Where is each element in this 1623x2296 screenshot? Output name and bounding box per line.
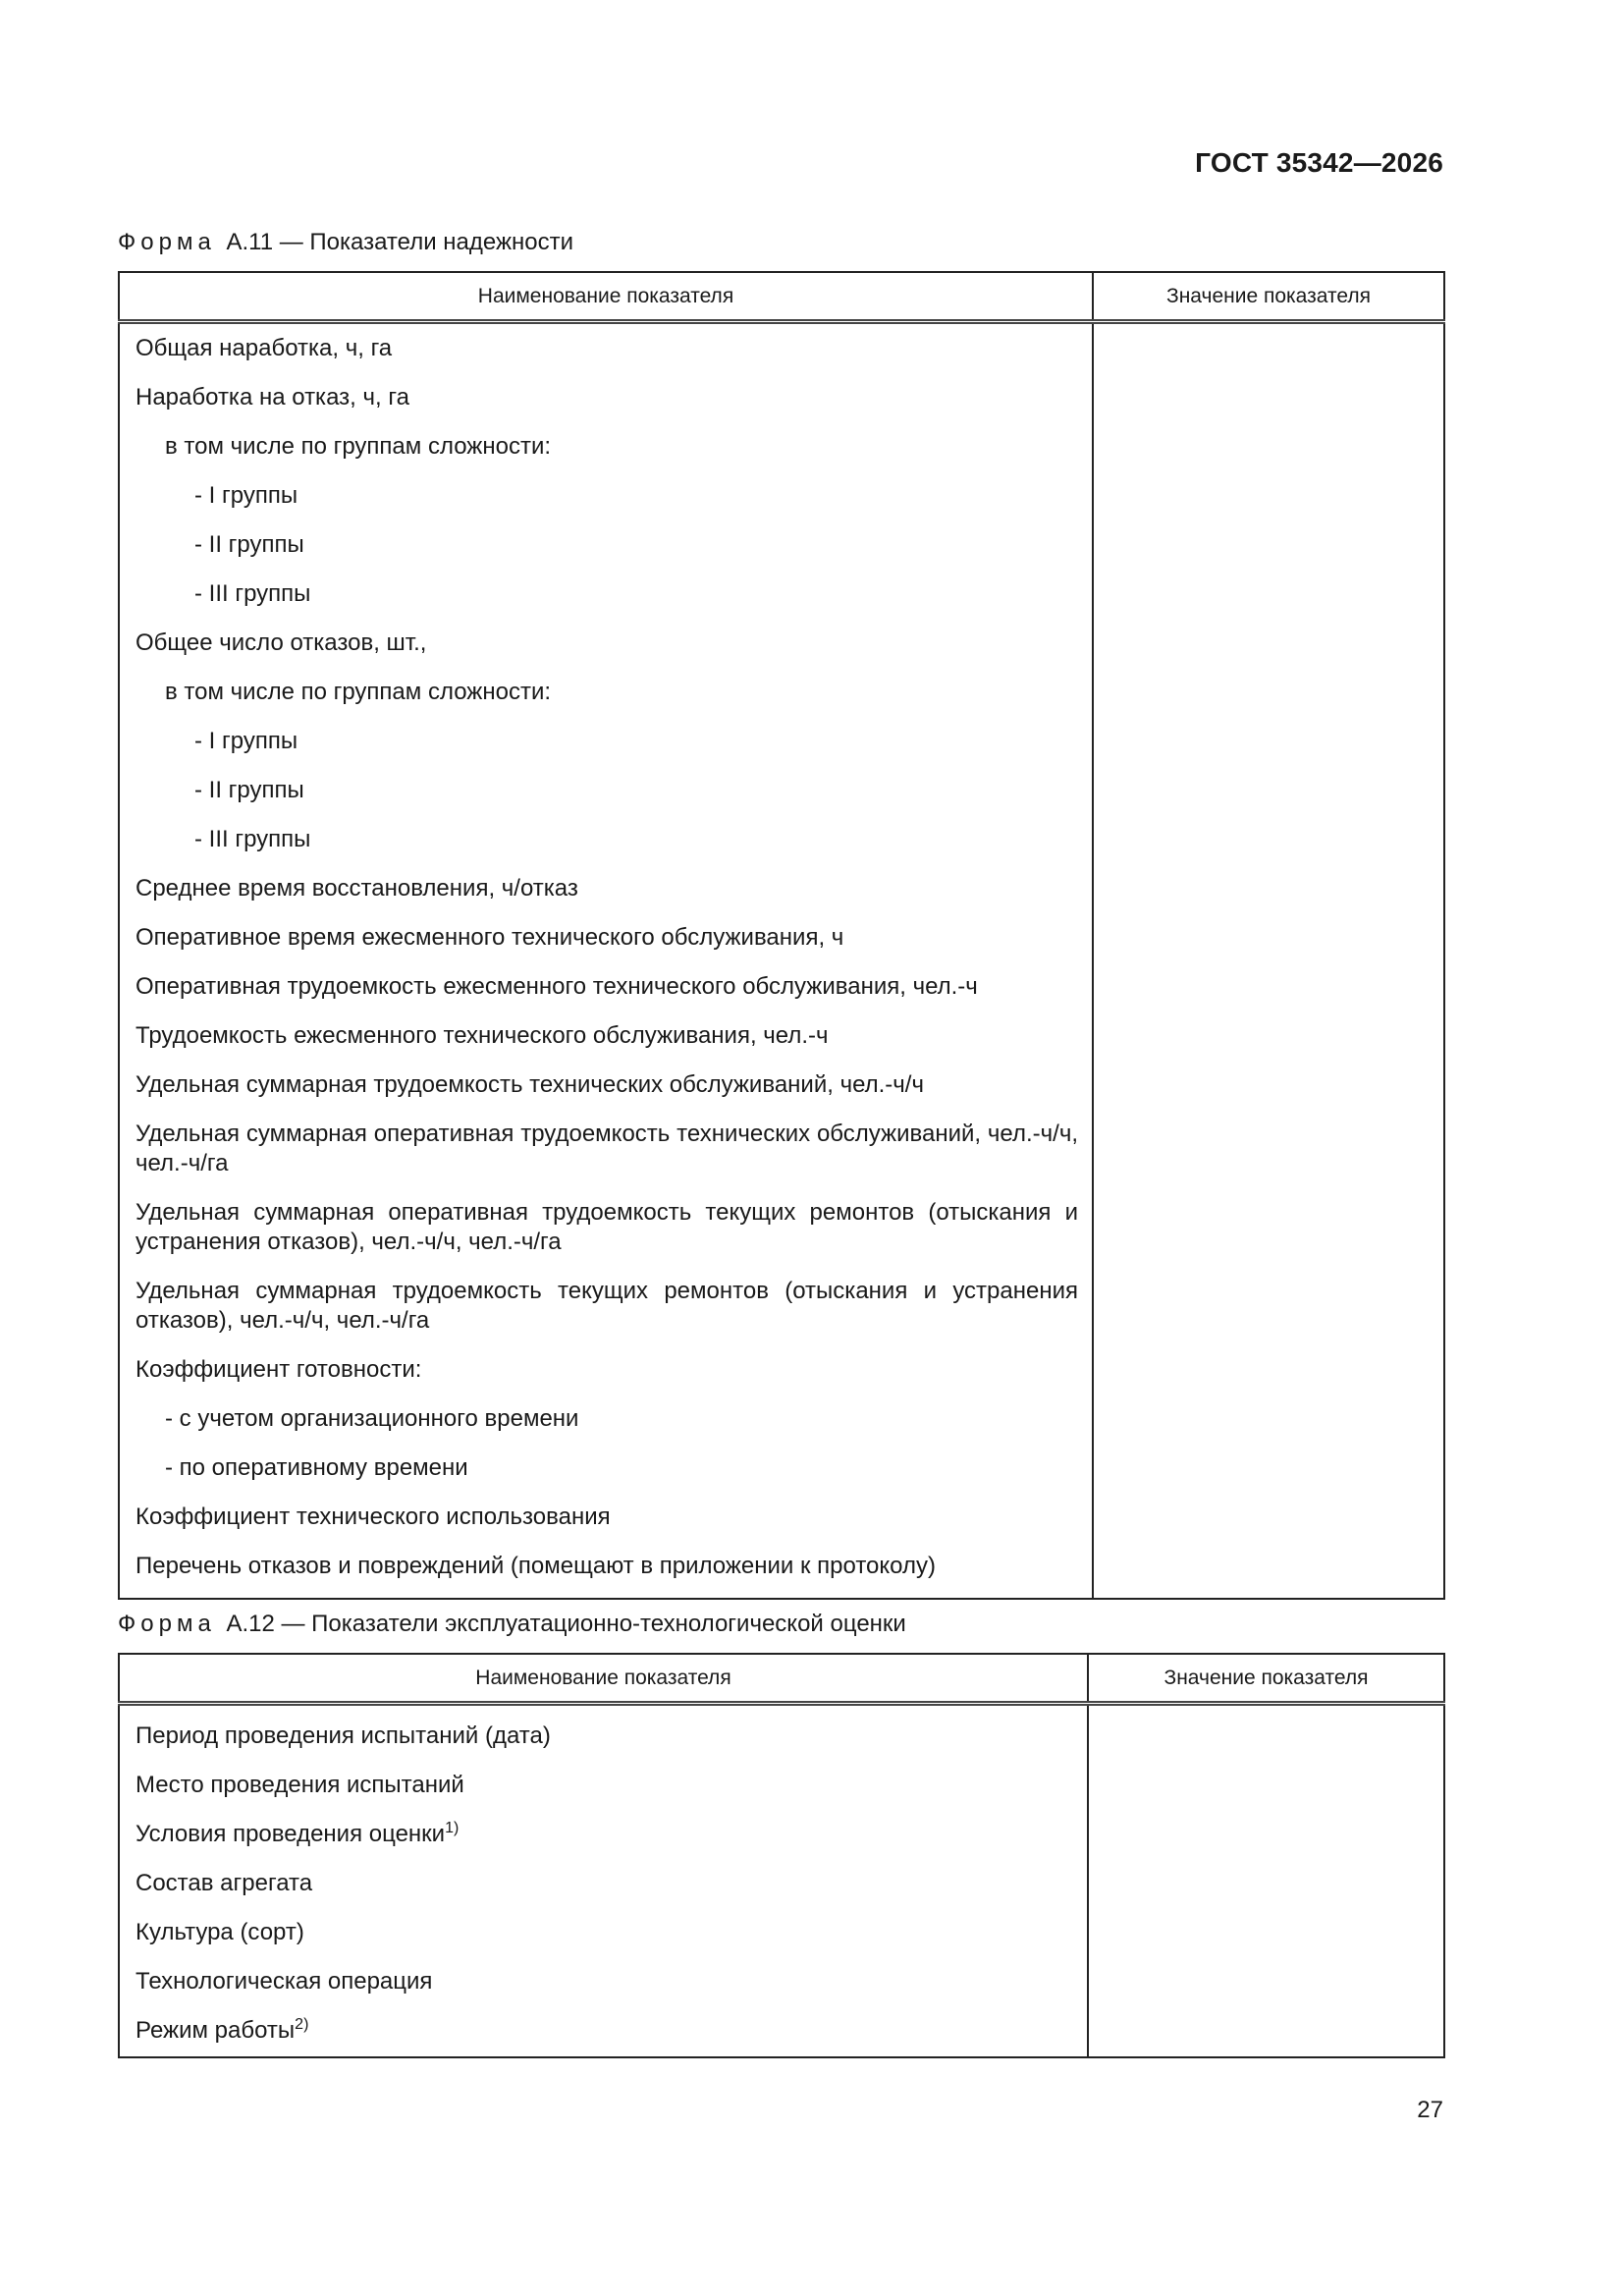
footnote-marker: 1) (445, 1820, 460, 1836)
form-label: Форма (118, 229, 216, 255)
table-header-row (119, 1654, 1444, 1704)
indicator-row: Удельная суммарная оперативная трудоемкость текущих ремонтов (отыскания и устранения отказов), чел.-ч/ч, чел.-ч/га (135, 1199, 1078, 1255)
indicator-row: Технологическая операция (135, 1968, 433, 1995)
indicator-row: Наработка на отказ, ч, га (135, 384, 409, 410)
indicator-row: Состав агрегата (135, 1870, 313, 1896)
indicator-row: Перечень отказов и повреждений (помещают в приложении к протоколу) (135, 1553, 936, 1579)
indicator-name-cell (119, 322, 1093, 1600)
form-number: А.12 (226, 1611, 275, 1637)
form-a12-caption (118, 1611, 906, 1638)
indicator-row: Среднее время восстановления, ч/отказ (135, 875, 578, 902)
indicator-row: в том числе по группам сложности: (165, 433, 552, 460)
indicator-row: - I группы (194, 482, 298, 509)
indicator-row: Режим работы$^{2)}$ (135, 2016, 309, 2044)
indicator-row: Культура (сорт) (135, 1919, 304, 1945)
indicator-row: - III группы (194, 580, 311, 607)
indicator-row: Оперативная трудоемкость ежесменного технического обслуживания, чел.-ч (135, 973, 978, 1000)
indicator-row: Общая наработка, ч, га (135, 335, 393, 361)
indicator-value-cell[interactable] (1088, 1704, 1444, 2058)
indicator-row: - II группы (194, 531, 304, 558)
indicator-name-cell (119, 1704, 1088, 2058)
column-header-value: Значение показателя (1093, 272, 1444, 322)
table-body-row (119, 322, 1444, 1600)
form-a11-caption (118, 229, 573, 256)
column-header-value: Значение показателя (1088, 1654, 1444, 1704)
form-label: Форма (118, 1611, 216, 1637)
indicator-value-cell[interactable] (1093, 322, 1444, 1600)
indicator-row: Коэффициент готовности: (135, 1356, 422, 1383)
indicator-row: - III группы (194, 826, 311, 852)
form-a12-table (118, 1653, 1445, 2058)
form-title: — Показатели надежности (279, 229, 574, 255)
column-header-name: Наименование показателя (119, 272, 1093, 322)
indicator-row: Коэффициент технического использования (135, 1503, 611, 1530)
indicator-row: Удельная суммарная трудоемкость текущих ремонтов (отыскания и устранения отказов), чел.-ч/ч, чел.-ч/га (135, 1278, 1078, 1334)
form-number: А.11 (226, 229, 274, 255)
indicator-row: Условия проведения оценки$^{1)}$ (135, 1820, 460, 1847)
form-title: — Показатели эксплуатационно-технологической оценки (281, 1611, 906, 1637)
indicator-row: в том числе по группам сложности: (165, 679, 552, 705)
indicator-row: Место проведения испытаний (135, 1772, 464, 1798)
table-body-row (119, 1704, 1444, 2058)
indicator-row: - по оперативному времени (165, 1454, 468, 1481)
indicator-row: Удельная суммарная трудоемкость технических обслуживаний, чел.-ч/ч (135, 1071, 924, 1098)
footnote-marker: 2) (295, 2016, 309, 2033)
indicator-row: - II группы (194, 777, 304, 803)
page-number: 27 (1417, 2097, 1443, 2123)
indicator-row: Период проведения испытаний (дата) (135, 1722, 551, 1749)
indicator-row: Трудоемкость ежесменного технического обслуживания, чел.-ч (135, 1022, 829, 1049)
indicator-row: - I группы (194, 728, 298, 754)
table-header-row (119, 272, 1444, 322)
column-header-name: Наименование показателя (119, 1654, 1088, 1704)
indicator-row: Удельная суммарная оперативная трудоемкость технических обслуживаний, чел.-ч/ч, чел.-ч/га (135, 1121, 1078, 1176)
indicator-row: Общее число отказов, шт., (135, 629, 427, 656)
indicator-row: - с учетом организационного времени (165, 1405, 579, 1432)
form-a11-table (118, 271, 1445, 1600)
document-code: ГОСТ 35342—2026 (1195, 147, 1443, 178)
indicator-row: Оперативное время ежесменного технического обслуживания, ч (135, 924, 844, 951)
